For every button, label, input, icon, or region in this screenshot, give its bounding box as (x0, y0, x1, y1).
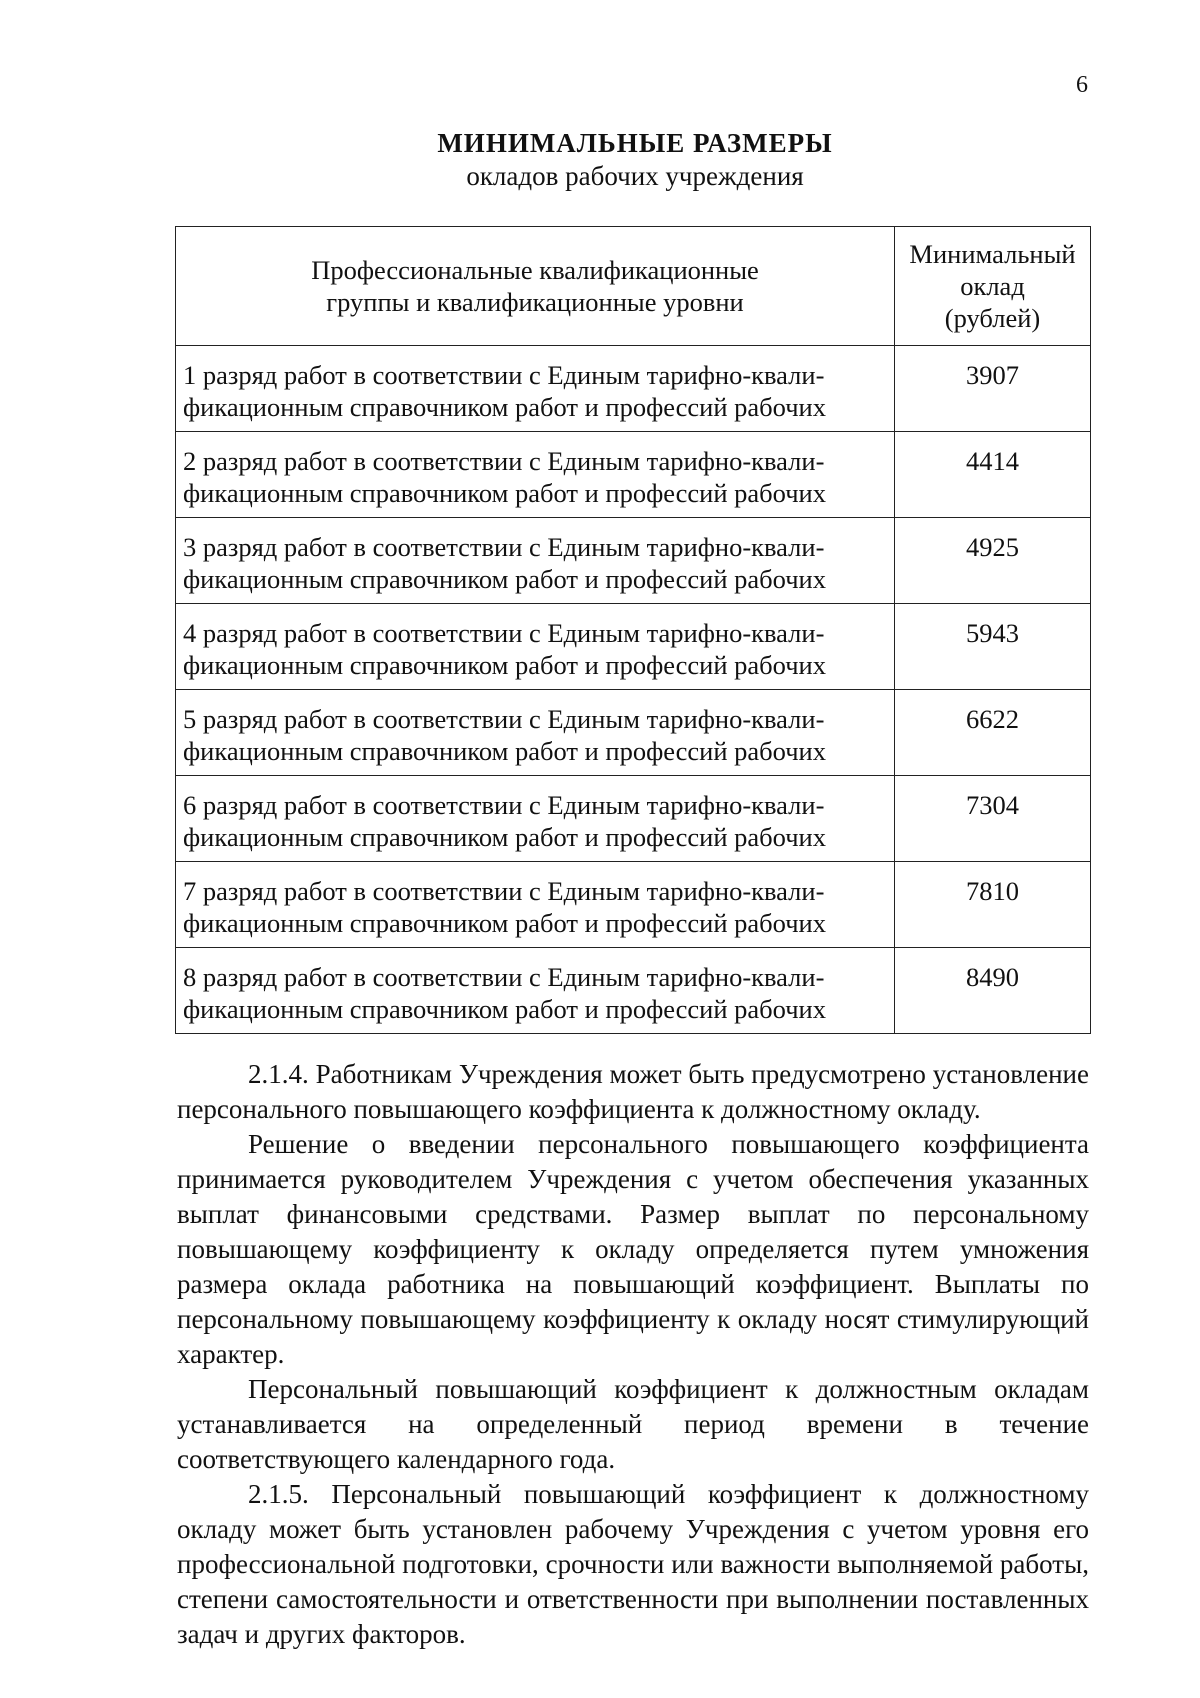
header-group-line: группы и квалификационные уровни (326, 287, 744, 317)
body-text (177, 1057, 1089, 1652)
document-subtitle: окладов рабочих учреждения (466, 161, 804, 191)
grade-description: 1 разряд работ в соответствии с Единым тарифно-квали- фикационным справочником работ и профессий рабочих (176, 346, 895, 432)
grade-description: 3 разряд работ в соответствии с Единым тарифно-квали- фикационным справочником работ и профессий рабочих (176, 518, 895, 604)
table-row (176, 346, 1091, 432)
salary-value: 7810 (895, 862, 1091, 948)
table-row (176, 948, 1091, 1034)
grade-description: 7 разряд работ в соответствии с Единым тарифно-квали- фикационным справочником работ и профессий рабочих (176, 862, 895, 948)
table-row (176, 432, 1091, 518)
salary-value: 6622 (895, 690, 1091, 776)
salary-table (175, 226, 1091, 1034)
paragraph: 2.1.5. Персональный повышающий коэффициент к должностному окладу может быть установлен рабочему Учреждения с учетом уровня его профессиональной подготовки, срочности или важности выполняемой работы, степени самостоятельности и ответственности при выполнении поставленных задач и других факторов. (177, 1479, 1089, 1649)
header-qualification-groups (176, 227, 895, 346)
table-row (176, 518, 1091, 604)
paragraph: 2.1.4. Работникам Учреждения может быть предусмотрено установление персонального повышающего коэффициента к должностному окладу. (177, 1059, 1089, 1124)
table-row (176, 690, 1091, 776)
salary-value: 8490 (895, 948, 1091, 1034)
header-salary-line: (рублей) (944, 303, 1041, 333)
table-row (176, 776, 1091, 862)
table-row (176, 862, 1091, 948)
paragraph: Решение о введении персонального повышающего коэффициента принимается руководителем Учреждения с учетом обеспечения указанных выплат финансовыми средствами. Размер выплат по персональному повышающему коэффициенту к окладу определяется путем умножения размера оклада работника на повышающий коэффициент. Выплаты по персональному повышающему коэффициенту к окладу носят стимулирующий характер. (177, 1129, 1089, 1369)
salary-value: 3907 (895, 346, 1091, 432)
paragraph: Персональный повышающий коэффициент к должностным окладам устанавливается на определенный период времени в течение соответствующего календарного года. (177, 1374, 1089, 1474)
grade-description: 6 разряд работ в соответствии с Единым тарифно-квали- фикационным справочником работ и профессий рабочих (176, 776, 895, 862)
grade-description: 8 разряд работ в соответствии с Единым тарифно-квали- фикационным справочником работ и профессий рабочих (176, 948, 895, 1034)
header-salary-line: Минимальный (909, 239, 1076, 269)
header-salary-line: оклад (960, 271, 1025, 301)
grade-description: 4 разряд работ в соответствии с Единым тарифно-квали- фикационным справочником работ и профессий рабочих (176, 604, 895, 690)
grade-description: 2 разряд работ в соответствии с Единым тарифно-квали- фикационным справочником работ и профессий рабочих (176, 432, 895, 518)
salary-value: 4925 (895, 518, 1091, 604)
table-header-row (176, 227, 1091, 346)
table-row (176, 604, 1091, 690)
header-min-salary (895, 227, 1091, 346)
salary-value: 5943 (895, 604, 1091, 690)
header-group-line: Профессиональные квалификационные (311, 255, 759, 285)
page-number: 6 (1076, 72, 1088, 98)
salary-value: 4414 (895, 432, 1091, 518)
salary-value: 7304 (895, 776, 1091, 862)
grade-description: 5 разряд работ в соответствии с Единым тарифно-квали- фикационным справочником работ и профессий рабочих (176, 690, 895, 776)
document-title: МИНИМАЛЬНЫЕ РАЗМЕРЫ (437, 128, 833, 158)
